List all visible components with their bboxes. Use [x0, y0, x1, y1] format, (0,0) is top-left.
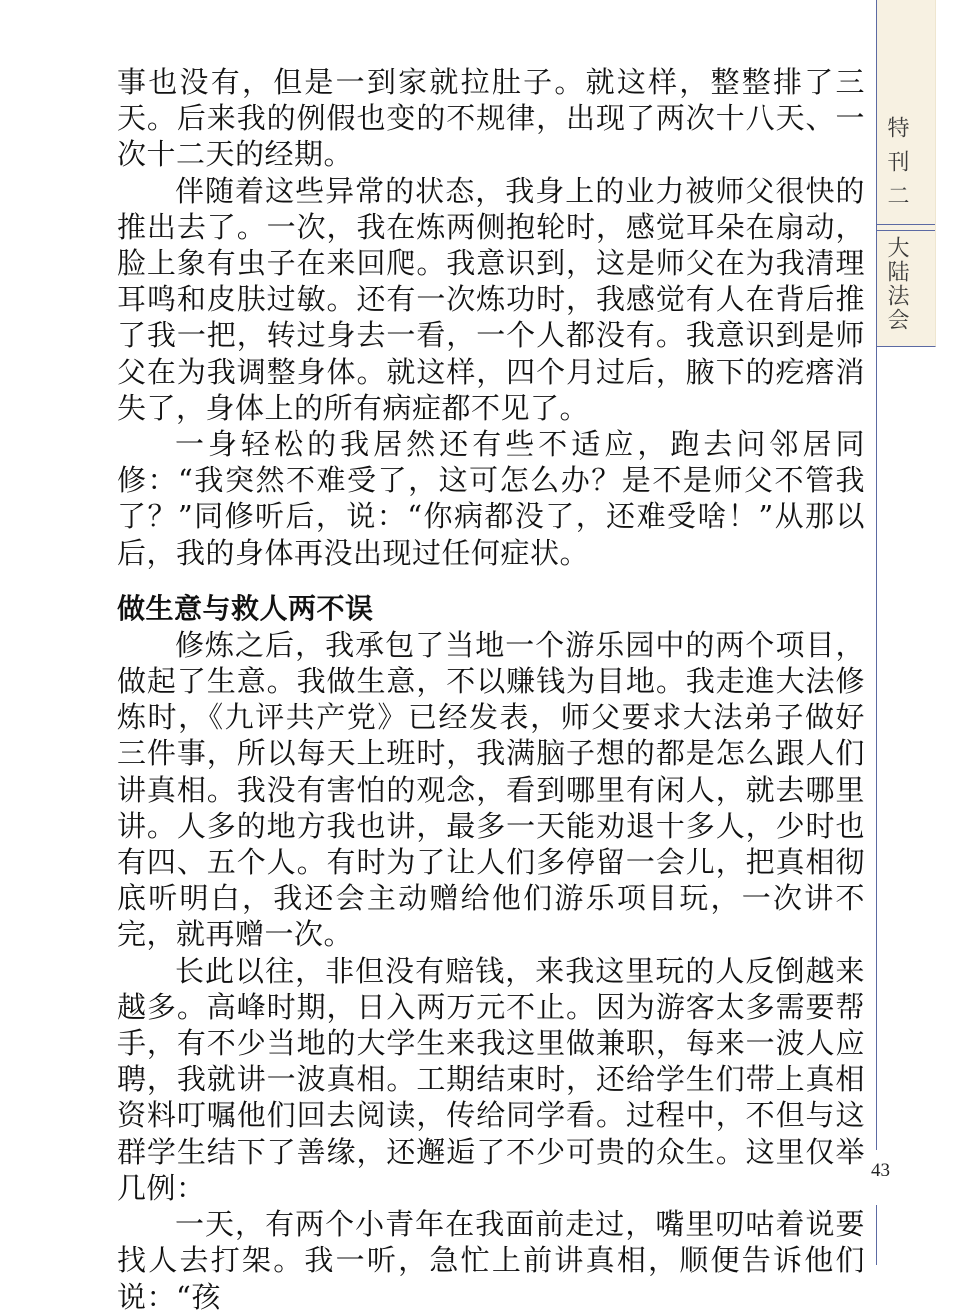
page-number: 43 — [871, 1160, 890, 1181]
side-tab-divider — [877, 224, 935, 231]
side-tab-issue-label: 特刊二 — [884, 116, 909, 218]
paragraph: 伴随着这些异常的状态，我身上的业力被师父很快的推出去了。一次，我在炼两侧抱轮时，感觉耳朵在扇动，脸上象有虫子在来回爬。我意识到，这是师父在为我清理耳鸣和皮肤过敏。还有一次炼功时，我感觉有人在背后推了我一把，转过身去一看，一个人都没有。我意识到是师父在为我调整身体。就这样，四个月过后，腋下的疙瘩消失了，身体上的所有病症都不见了。 — [117, 173, 865, 425]
paragraph: 一身轻松的我居然还有些不适应，跑去问邻居同修：“我突然不难受了，这可怎么办？是不是师父不管我了？”同修听后，说：“你病都没了，还难受啥！”从那以后，我的身体再没出现过任何症状。 — [117, 427, 865, 570]
side-rule-line-lower — [876, 1205, 877, 1265]
section-heading: 做生意与救人两不误 — [117, 591, 374, 625]
side-tab-section-label: 大陆法会 — [884, 236, 909, 332]
paragraph: 长此以往，非但没有赔钱，来我这里玩的人反倒越来越多。高峰时期，日入两万元不止。因为游客太多需要帮手，有不少当地的大学生来我这里做兼职，每来一波人应聘，我就讲一波真相。工期结束时，还给学生们带上真相资料叮嘱他们回去阅读，传给同学看。过程中，不但与这群学生结下了善缘，还邂逅了不少可贵的众生。这里仅举几例： — [117, 953, 865, 1205]
paragraph: 修炼之后，我承包了当地一个游乐园中的两个项目，做起了生意。我做生意，不以赚钱为目地。我走進大法修炼时，《九评共产党》已经发表，师父要求大法弟子做好三件事，所以每天上班时，我满脑子想的都是怎么跟人们讲真相。我没有害怕的观念，看到哪里有闲人，就去哪里讲。人多的地方我也讲，最多一天能劝退十多人，少时也有四、五个人。有时为了让人们多停留一会儿，把真相彻底听明白，我还会主动赠给他们游乐项目玩，一次讲不完，就再赠一次。 — [117, 627, 865, 952]
paragraph: 一天，有两个小青年在我面前走过，嘴里叨咕着说要找人去打架。我一听，急忙上前讲真相，顺便告诉他们说：“孩 — [117, 1207, 865, 1314]
paragraph-continued: 事也没有，但是一到家就拉肚子。就这样，整整排了三天。后来我的例假也变的不规律，出现了两次十八天、一次十二天的经期。 — [117, 65, 865, 172]
page-body — [117, 64, 865, 1315]
